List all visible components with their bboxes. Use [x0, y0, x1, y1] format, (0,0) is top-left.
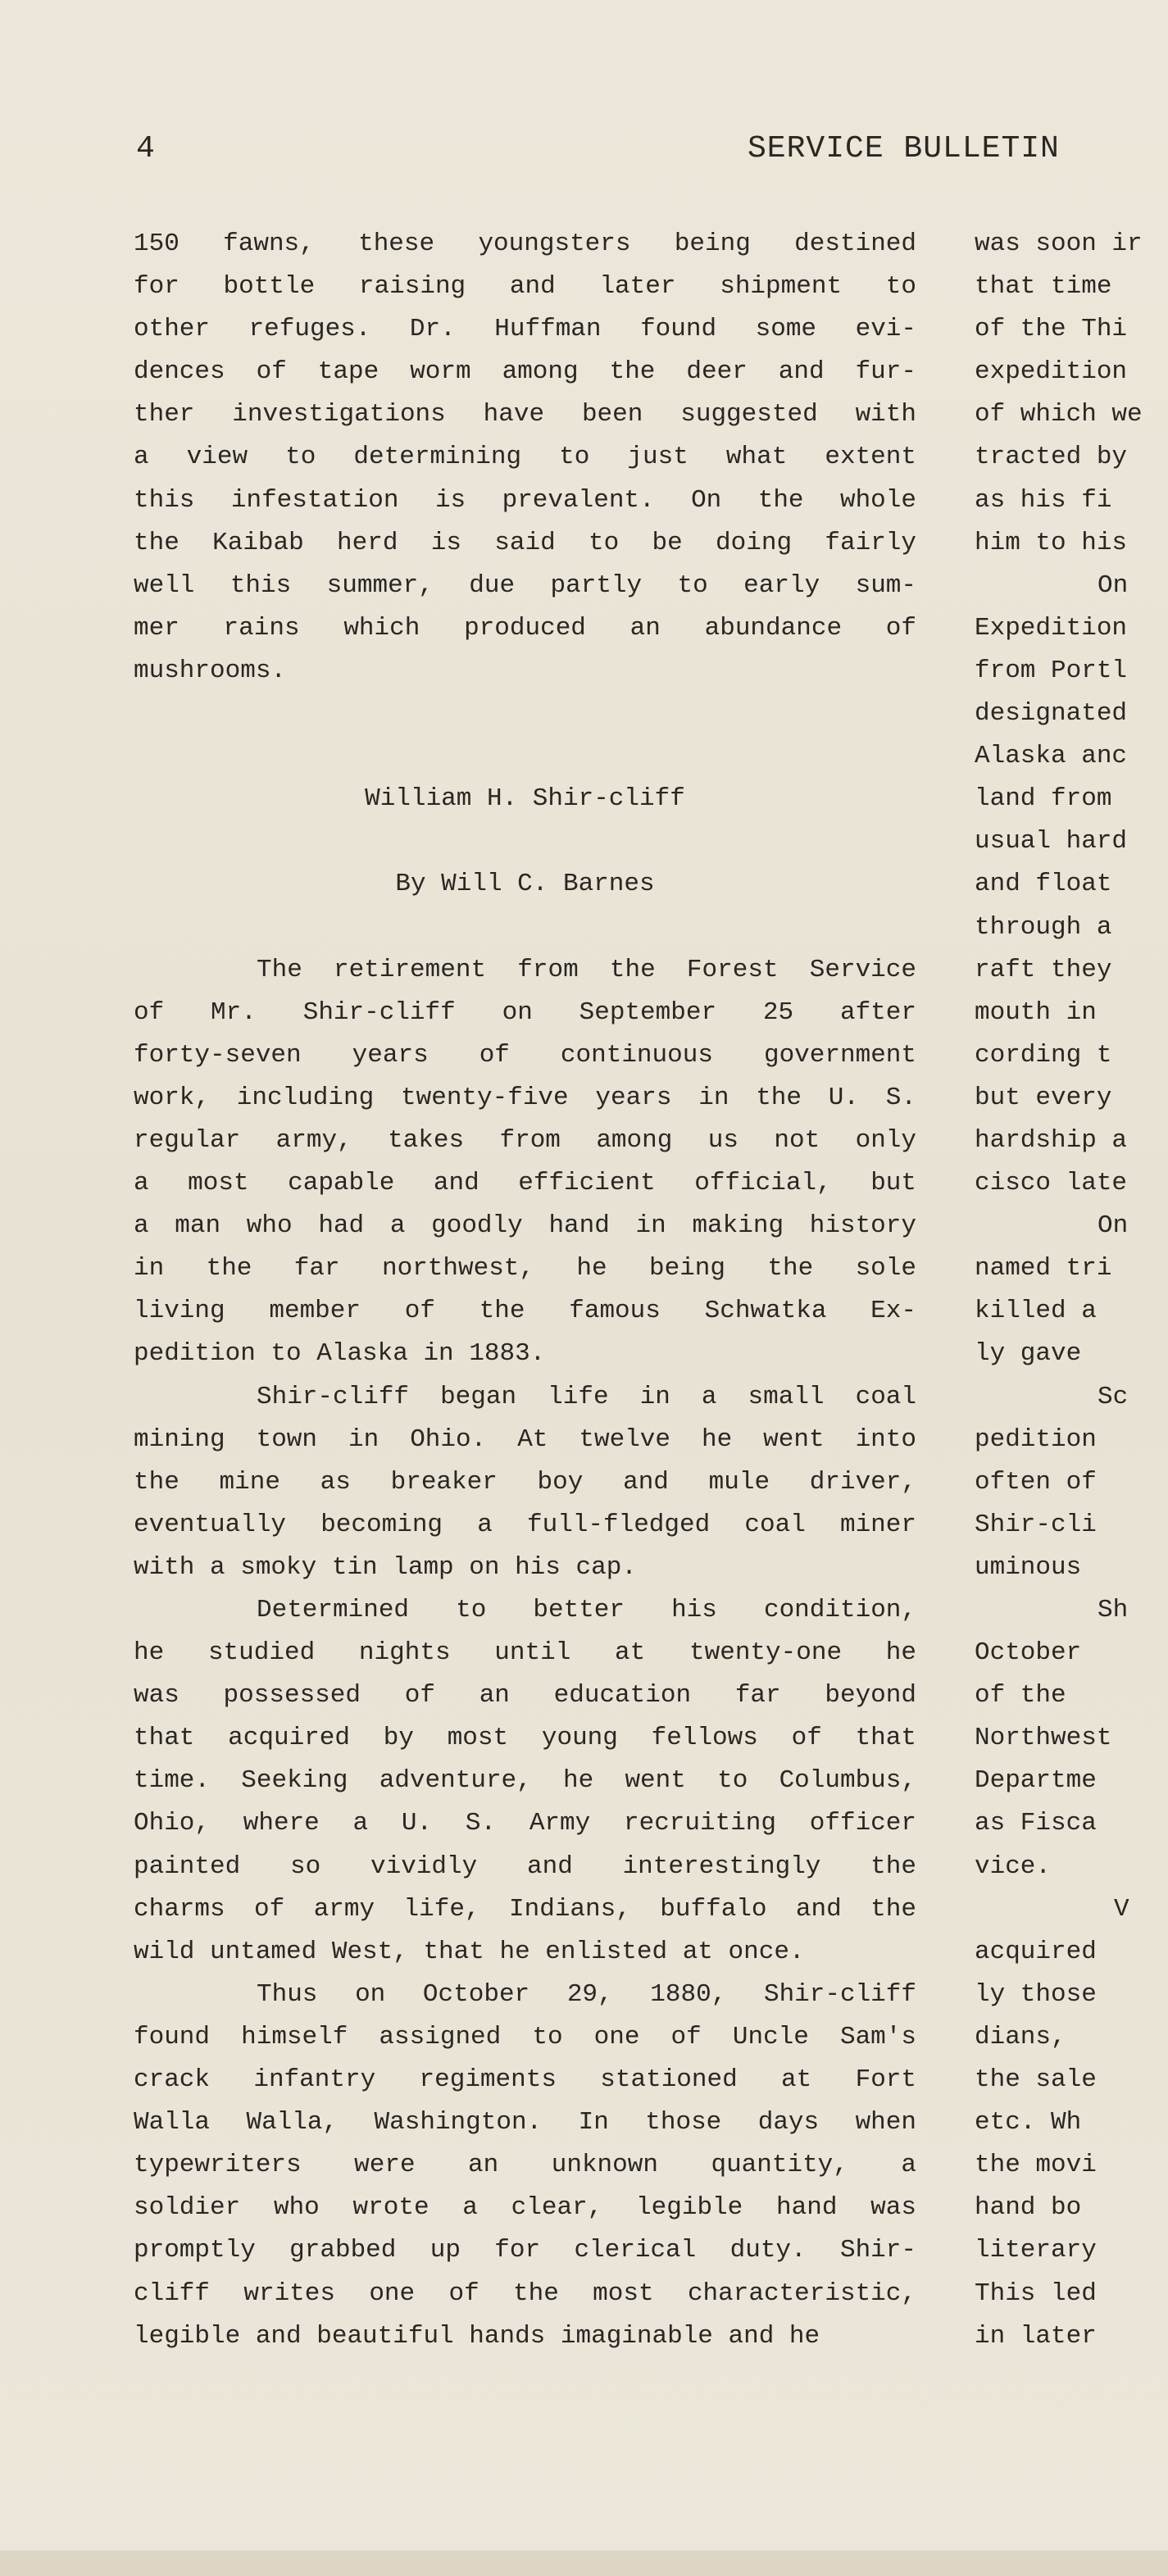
- text-line: well this summer, due partly to early sum-: [134, 570, 916, 600]
- text-line: a man who had a goodly hand in making history: [134, 1211, 916, 1241]
- text-line: Thus on October 29, 1880, Shir-cliff: [257, 1979, 916, 2009]
- right-column-cutoff: [975, 223, 1143, 2358]
- text-line: Sc: [1098, 1382, 1129, 1411]
- text-line: vice.: [975, 1851, 1052, 1881]
- text-line: ly those: [975, 1979, 1097, 2009]
- text-line: 150 fawns, these youngsters being destined: [134, 229, 916, 258]
- left-column: [134, 223, 916, 2358]
- text-line: the movi: [975, 2151, 1097, 2180]
- text-line: The retirement from the Forest Service: [257, 955, 916, 984]
- text-line: This led: [975, 2278, 1097, 2308]
- text-line: soldier who wrote a clear, legible hand was: [134, 2193, 916, 2223]
- text-line: charms of army life, Indians, buffalo and the: [134, 1894, 916, 1924]
- text-line: through a: [975, 912, 1112, 942]
- text-line: hardship a: [975, 1125, 1128, 1155]
- text-line: of Mr. Shir-cliff on September 25 after: [134, 997, 916, 1027]
- text-line: cisco late: [975, 1169, 1128, 1198]
- text-line: that time: [975, 272, 1112, 302]
- text-line: designated: [975, 699, 1128, 729]
- text-line: promptly grabbed up for clerical duty. Shir-: [134, 2236, 916, 2265]
- text-line: ther investigations have been suggested with: [134, 400, 916, 429]
- text-line: raft they: [975, 955, 1112, 984]
- text-line: in the far northwest, he being the sole: [134, 1254, 916, 1283]
- article-title: William H. Shir-cliff: [365, 784, 685, 814]
- text-line: often of: [975, 1467, 1097, 1497]
- text-line: pedition to Alaska in 1883.: [134, 1339, 546, 1369]
- text-line: that acquired by most young fellows of that: [134, 1724, 916, 1753]
- text-line: usual hard: [975, 827, 1128, 856]
- text-line: pedition: [975, 1424, 1097, 1454]
- text-line: mining town in Ohio. At twelve he went into: [134, 1424, 916, 1454]
- paragraph-retirement: [134, 949, 916, 1376]
- page-bottom-edge: [0, 2551, 1168, 2576]
- text-line: as Fisca: [975, 1809, 1097, 1838]
- text-line: he studied nights until at twenty-one he: [134, 1638, 916, 1668]
- text-line: named tri: [975, 1254, 1112, 1283]
- text-line: crack infantry regiments stationed at Fort: [134, 2065, 916, 2095]
- text-line: of the: [975, 1681, 1066, 1711]
- text-line: dians,: [975, 2022, 1066, 2051]
- paragraph-early-life: [134, 1376, 916, 1589]
- text-line: and float: [975, 870, 1112, 899]
- text-line: land from: [975, 784, 1112, 814]
- text-line: but every: [975, 1083, 1112, 1112]
- page-number: 4: [136, 131, 156, 166]
- text-line: Expedition: [975, 613, 1128, 643]
- text-line: regular army, takes from among us not only: [134, 1125, 916, 1155]
- text-line: cording t: [975, 1040, 1112, 1070]
- text-line: him to his: [975, 528, 1128, 557]
- text-line: acquired: [975, 1937, 1097, 1966]
- text-line: in later: [975, 2321, 1097, 2351]
- article-byline: By Will C. Barnes: [395, 870, 655, 899]
- text-line: V: [1114, 1894, 1129, 1924]
- text-line: eventually becoming a full-fledged coal miner: [134, 1510, 916, 1539]
- text-line: On: [1098, 570, 1129, 600]
- text-line: hand bo: [975, 2193, 1082, 2223]
- bulletin-title: SERVICE BULLETIN: [748, 131, 1060, 166]
- paragraph-education: [134, 1589, 916, 1974]
- text-line: legible and beautiful hands imaginable and he: [134, 2321, 820, 2351]
- text-line: living member of the famous Schwatka Ex-: [134, 1297, 916, 1326]
- text-line: was soon ir: [975, 229, 1143, 258]
- text-line: a view to determining to just what extent: [134, 443, 916, 472]
- text-line: dences of tape worm among the deer and fur-: [134, 357, 916, 387]
- text-line: wild untamed West, that he enlisted at once.: [134, 1937, 805, 1966]
- text-line: On: [1098, 1211, 1129, 1241]
- text-line: uminous: [975, 1552, 1082, 1582]
- text-line: as his fi: [975, 485, 1112, 515]
- text-line: the mine as breaker boy and mule driver,: [134, 1467, 916, 1497]
- text-line: Departme: [975, 1766, 1097, 1796]
- text-line: painted so vividly and interestingly the: [134, 1851, 916, 1881]
- text-line: killed a: [975, 1297, 1097, 1326]
- text-line: Sh: [1098, 1596, 1129, 1624]
- text-line: October: [975, 1638, 1082, 1668]
- text-line: Walla Walla, Washington. In those days when: [134, 2108, 916, 2138]
- text-line: the sale: [975, 2065, 1097, 2095]
- text-line: ly gave: [975, 1339, 1082, 1369]
- text-line: typewriters were an unknown quantity, a: [134, 2151, 916, 2180]
- text-line: Alaska anc: [975, 742, 1128, 771]
- text-line: forty-seven years of continuous government: [134, 1040, 916, 1070]
- text-line: of the Thi: [975, 315, 1128, 344]
- text-line: with a smoky tin lamp on his cap.: [134, 1552, 637, 1582]
- text-line: Ohio, where a U. S. Army recruiting officer: [134, 1809, 916, 1838]
- text-line: of which we: [975, 400, 1143, 429]
- text-line: for bottle raising and later shipment to: [134, 272, 916, 302]
- text-line: Shir-cli: [975, 1510, 1097, 1539]
- text-line: mouth in: [975, 997, 1097, 1027]
- paragraph-army-service: [134, 1974, 916, 2358]
- text-line: other refuges. Dr. Huffman found some evi-: [134, 315, 916, 344]
- text-line: Northwest: [975, 1724, 1112, 1753]
- text-line: mushrooms.: [134, 656, 287, 685]
- text-line: was possessed of an education far beyond: [134, 1681, 916, 1711]
- text-line: work, including twenty-five years in the U. S.: [134, 1083, 916, 1112]
- text-line: cliff writes one of the most characteristic,: [134, 2278, 916, 2308]
- text-line: Shir-cliff began life in a small coal: [257, 1382, 916, 1411]
- text-line: etc. Wh: [975, 2108, 1082, 2138]
- text-line: literary: [975, 2236, 1097, 2265]
- text-line: found himself assigned to one of Uncle Sam's: [134, 2022, 916, 2051]
- paragraph-kaibab-herd: [134, 223, 916, 693]
- text-line: from Portl: [975, 656, 1128, 685]
- text-line: expedition: [975, 357, 1128, 387]
- text-line: tracted by: [975, 443, 1128, 472]
- text-line: time. Seeking adventure, he went to Columbus,: [134, 1766, 916, 1796]
- text-line: the Kaibab herd is said to be doing fairly: [134, 528, 916, 557]
- text-line: mer rains which produced an abundance of: [134, 613, 916, 643]
- text-line: a most capable and efficient official, but: [134, 1169, 916, 1198]
- text-line: this infestation is prevalent. On the whole: [134, 485, 916, 515]
- text-line: Determined to better his condition,: [257, 1596, 916, 1624]
